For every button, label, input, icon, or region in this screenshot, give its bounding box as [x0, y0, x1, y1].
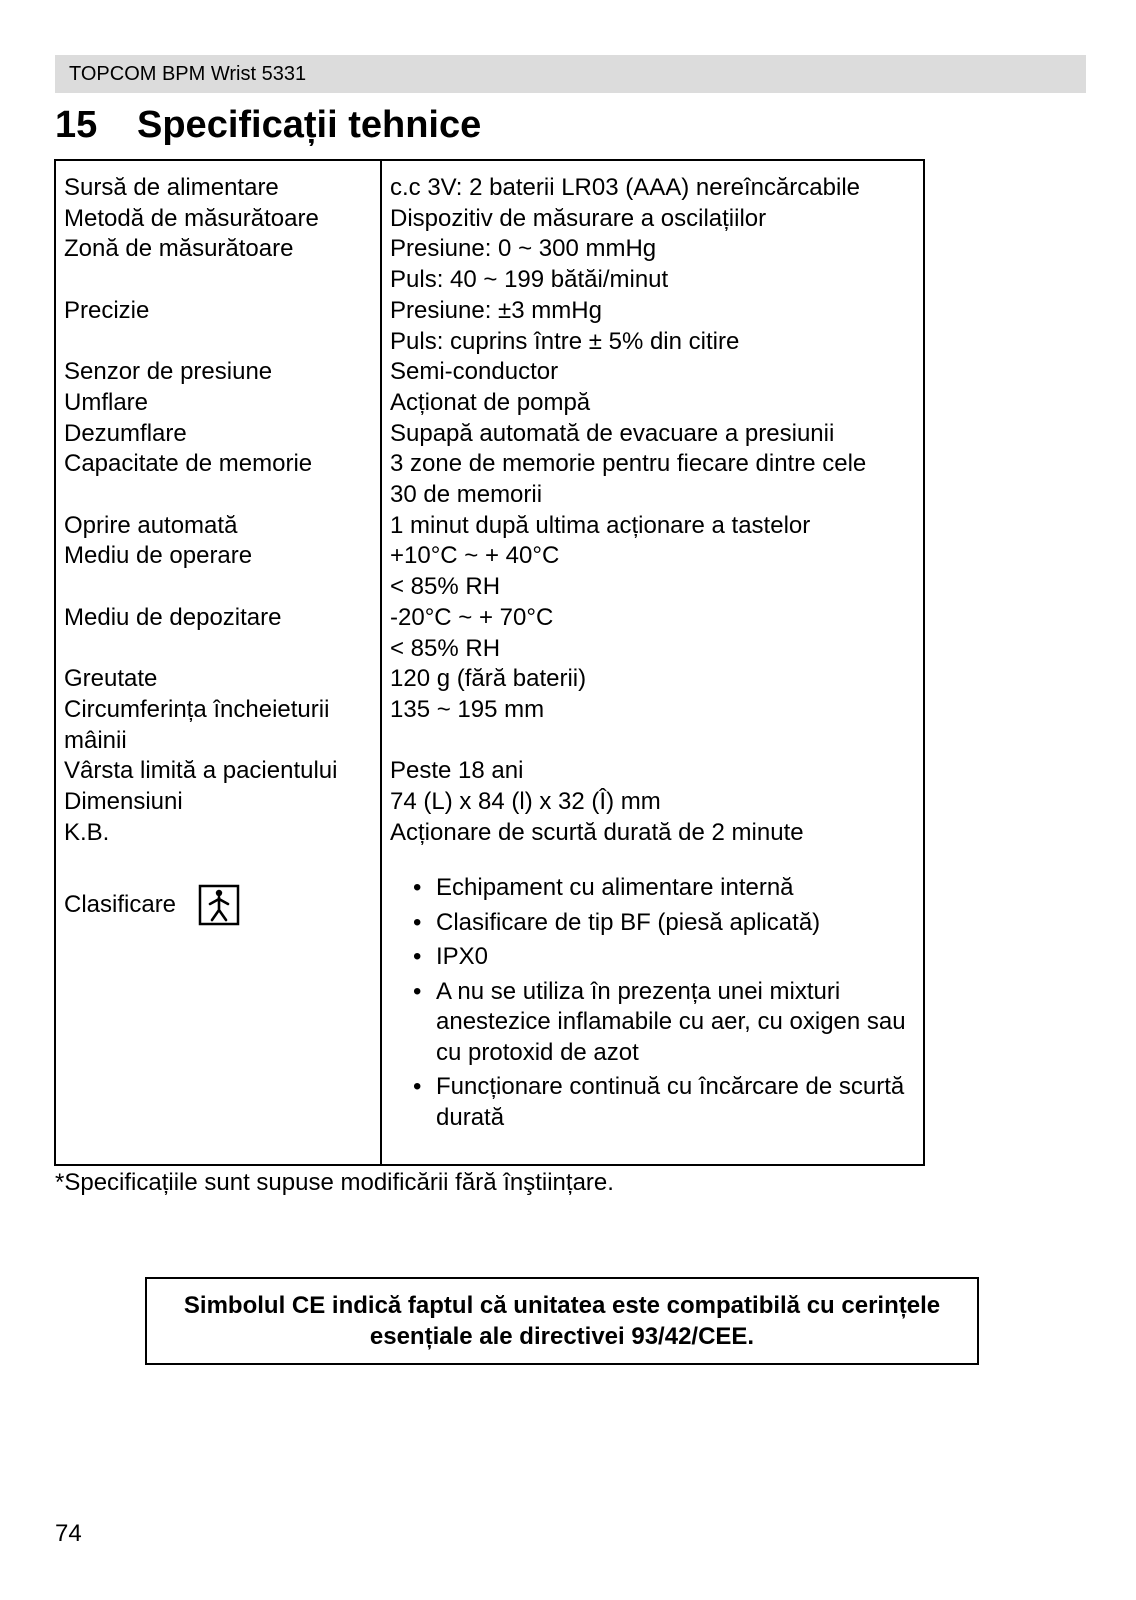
spec-value: c.c 3V: 2 baterii LR03 (AAA) nereîncărcabile — [390, 174, 861, 201]
section-number: 15 — [55, 104, 98, 146]
spec-label: mâinii — [64, 726, 127, 754]
specifications-table — [54, 159, 925, 1166]
spec-value: 3 zone de memorie pentru fiecare dintre cele — [390, 450, 867, 478]
spec-label: Umflare — [64, 388, 149, 416]
spec-label: Sursă de alimentare — [64, 174, 279, 201]
classification-label: Clasificare — [64, 891, 177, 918]
column-divider — [380, 161, 382, 1164]
list-item: • A nu se utiliza în prezența unei mixturi anestezice inflamabile cu aer, cu oxigen sau cu protoxid de azot — [413, 977, 913, 1069]
spec-label: Capacitate de memorie — [64, 450, 313, 478]
spec-label: Precizie — [64, 296, 150, 324]
spec-label: Dimensiuni — [64, 788, 183, 816]
spec-value: Acționare de scurtă durată de 2 minute — [390, 818, 804, 846]
spec-value: Peste 18 ani — [390, 757, 524, 785]
page-title — [55, 98, 481, 152]
classification-label-row — [64, 884, 240, 926]
spec-value — [390, 726, 920, 757]
running-header: TOPCOM BPM Wrist 5331 — [55, 55, 1086, 93]
spec-label: Zonă de măsurătoare — [64, 235, 294, 263]
spec-label — [64, 480, 376, 511]
spec-label: Mediu de operare — [64, 542, 253, 570]
spec-label: K.B. — [64, 818, 110, 846]
classification-list — [413, 873, 913, 1137]
spec-value: 30 de memorii — [390, 481, 543, 509]
spec-label: Senzor de presiune — [64, 358, 273, 386]
section-title: Specificații tehnice — [137, 104, 482, 146]
spec-value: Puls: 40 ~ 199 bătăi/minut — [390, 266, 669, 294]
list-item: • IPX0 — [413, 942, 913, 973]
spec-label: Dezumflare — [64, 419, 187, 447]
spec-label — [64, 265, 376, 296]
list-item: • Funcționare continuă cu încărcare de scurtă durată — [413, 1072, 913, 1133]
spec-value: < 85% RH — [390, 573, 501, 601]
list-item: • Clasificare de tip BF (piesă aplicată) — [413, 908, 913, 939]
spec-label: Mediu de depozitare — [64, 603, 282, 631]
spec-label: Greutate — [64, 665, 158, 693]
spec-label — [64, 634, 376, 665]
spec-values-column — [390, 173, 920, 848]
spec-label — [64, 572, 376, 603]
ce-notice-box: Simbolul CE indică faptul că unitatea este compatibilă cu cerințele esențiale ale directivei 93/42/CEE. — [145, 1277, 979, 1365]
spec-label: Vârsta limită a pacientului — [64, 757, 338, 785]
spec-label: Metodă de măsurătoare — [64, 204, 319, 232]
spec-label — [64, 327, 376, 358]
spec-value: 120 g (fără baterii) — [390, 665, 587, 693]
spec-value: Semi-conductor — [390, 358, 559, 386]
spec-value: 135 ~ 195 mm — [390, 695, 545, 723]
spec-value: Dispozitiv de măsurare a oscilațiilor — [390, 204, 767, 232]
spec-value: Puls: cuprins între ± 5% din citire — [390, 327, 740, 355]
spec-value: Acționat de pompă — [390, 388, 591, 416]
page-number: 74 — [55, 1520, 82, 1547]
list-item: • Echipament cu alimentare internă — [413, 873, 913, 904]
spec-value: Presiune: ±3 mmHg — [390, 296, 602, 324]
spec-value: +10°C ~ + 40°C — [390, 542, 560, 570]
spec-value: < 85% RH — [390, 634, 501, 662]
type-bf-applied-part-icon — [198, 884, 240, 926]
spec-labels-column — [64, 173, 376, 848]
spec-value: Supapă automată de evacuare a presiunii — [390, 419, 835, 447]
spec-value: Presiune: 0 ~ 300 mmHg — [390, 235, 657, 263]
spec-value: 1 minut după ultima acționare a tastelor — [390, 511, 811, 539]
spec-label: Oprire automată — [64, 511, 238, 539]
footnote: *Specificațiile sunt supuse modificării fără înştiințare. — [55, 1169, 614, 1196]
spec-value: 74 (L) x 84 (l) x 32 (Î) mm — [390, 788, 661, 816]
spec-label: Circumferința încheieturii — [64, 695, 330, 723]
spec-value: -20°C ~ + 70°C — [390, 603, 554, 631]
